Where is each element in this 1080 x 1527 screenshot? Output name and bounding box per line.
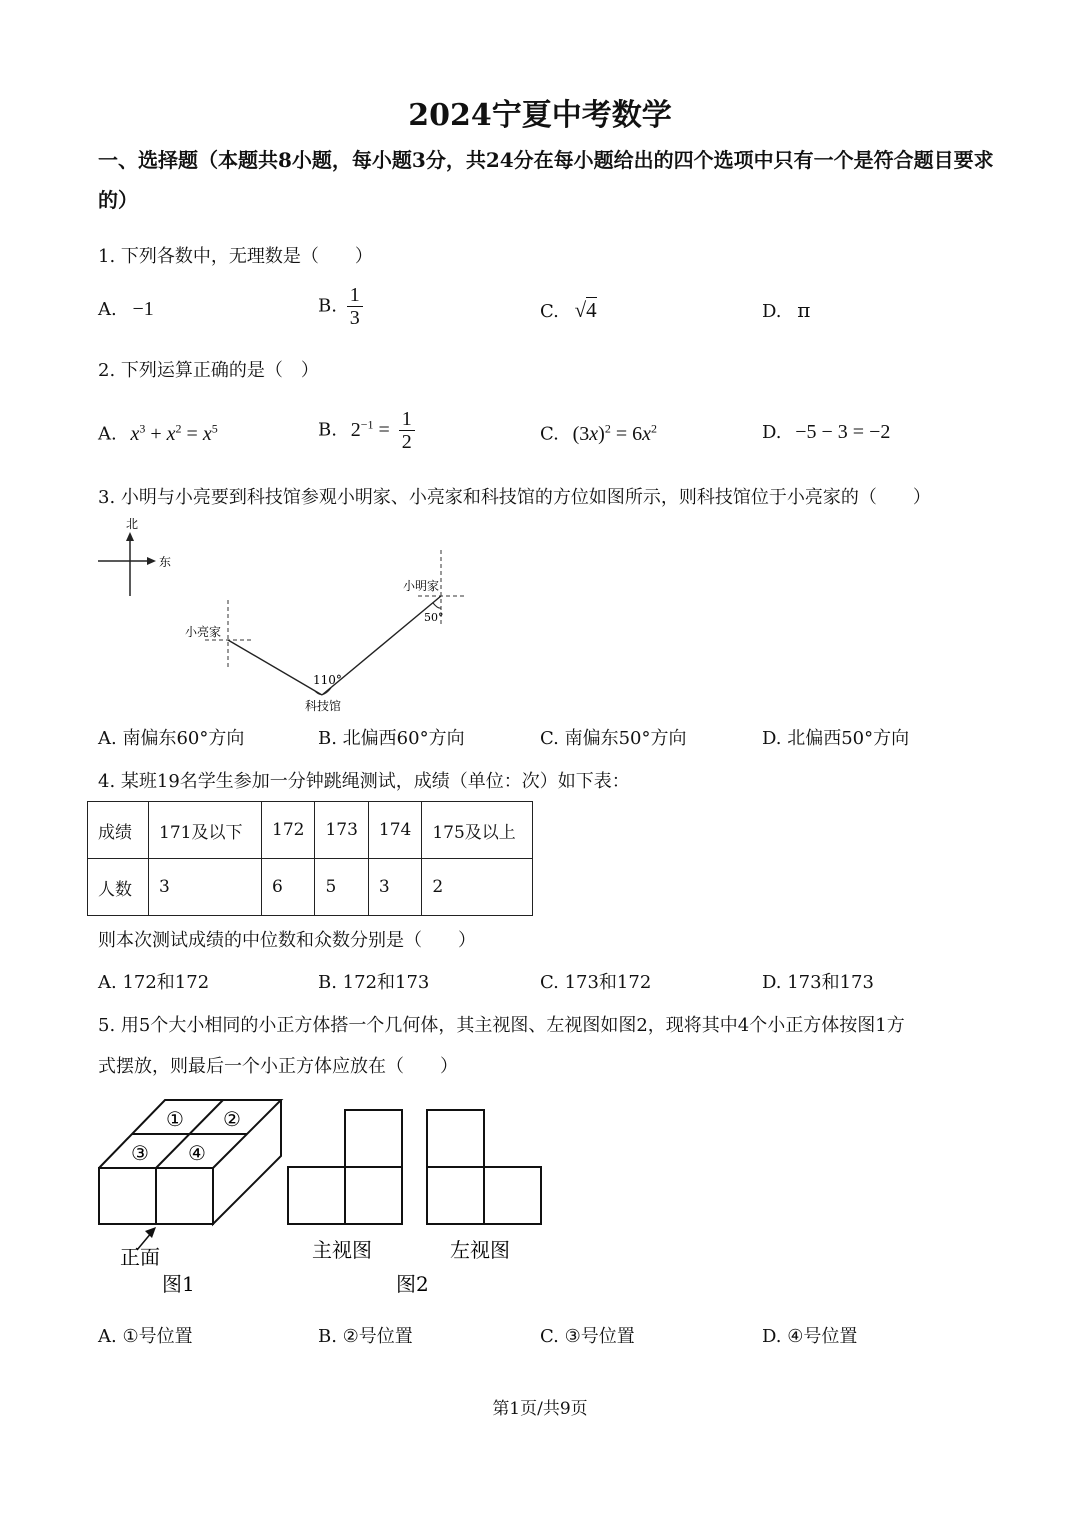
q1-c-label: C. (540, 301, 559, 322)
table-row (88, 859, 533, 916)
xiaoming-angle-arc (433, 603, 441, 608)
q1-option-c[interactable] (540, 298, 597, 323)
compass-east-arrow (147, 557, 156, 565)
left-view-label: 左视图 (450, 1238, 510, 1262)
q4-option-c[interactable]: C. 173和172 (540, 972, 652, 993)
table-cell: 171及以下 (149, 802, 262, 859)
q1-b-label: B. (318, 295, 337, 317)
q2-a-e2: 2 (175, 421, 182, 435)
fig1-pos3: ③ (131, 1141, 149, 1165)
table-cell: 6 (262, 859, 315, 916)
q1-stem: 1. 下列各数中，无理数是（ ） (98, 246, 373, 267)
fig1-front-right (156, 1168, 213, 1224)
q2-c-label: C. (540, 423, 559, 445)
front-arrow-head (145, 1227, 156, 1238)
q2-c-var2: x (642, 422, 651, 445)
q2-c-close: ) (598, 422, 605, 445)
q3-option-b[interactable]: B. 北偏西60°方向 (318, 728, 465, 749)
table-cell: 3 (149, 859, 262, 916)
q3-option-a[interactable]: A. 南偏东60°方向 (98, 728, 245, 749)
table-cell: 3 (368, 859, 421, 916)
q3-direction-diagram (0, 510, 520, 720)
q2-option-d[interactable] (762, 421, 890, 444)
q4-stem: 4. 某班19名学生参加一分钟跳绳测试，成绩（单位：次）如下表： (98, 771, 630, 792)
q2-stem: 2. 下列运算正确的是（ ） (98, 360, 319, 381)
main-view-top (345, 1110, 402, 1167)
q2-a-x3: x (202, 422, 212, 445)
q3-stem: 3. 小明与小亮要到科技馆参观小明家、小亮家和科技馆的方位如图所示，则科技馆位于小亮家的（ ） (98, 487, 931, 508)
compass-east-label: 东 (159, 555, 172, 569)
q2-a-expr (130, 423, 217, 445)
fig1-label: 图1 (162, 1272, 195, 1296)
q2-b-eq: = (373, 418, 395, 441)
q1-option-d[interactable] (762, 298, 810, 322)
xiaoming-label: 小明家 (403, 579, 440, 593)
q2-c-exp2: 2 (651, 421, 657, 435)
fig1-pos2: ② (223, 1107, 241, 1131)
q1-c-radicand: 4 (586, 298, 597, 322)
q5-option-a[interactable]: A. ①号位置 (98, 1326, 193, 1347)
q5-stem-line1: 5. 用5个大小相同的小正方体搭一个几何体，其主视图、左视图如图2，现将其中4个小正方体按图1方 (98, 1015, 905, 1036)
q4-option-a[interactable]: A. 172和172 (98, 972, 210, 993)
table-cell: 人数 (88, 859, 149, 916)
left-view-top (427, 1110, 484, 1167)
q4-option-b[interactable]: B. 172和173 (318, 972, 430, 993)
section-heading: 一、选择题（本题共8小题，每小题3分，共24分在每小题给出的四个选项中只有一个是符合题目要求的） (98, 148, 994, 212)
table-cell: 172 (262, 802, 315, 859)
museum-label: 科技馆 (305, 699, 342, 713)
q1-a-value: −1 (132, 298, 154, 320)
q2-c-var: x (589, 422, 599, 445)
q2-a-x2: x (166, 422, 176, 445)
q2-a-e3: 5 (211, 421, 218, 435)
q1-a-label: A. (98, 299, 117, 320)
q2-b-base: 2 (350, 418, 361, 441)
table-cell: 175及以上 (422, 802, 533, 859)
table-cell: 5 (315, 859, 368, 916)
q5-stem-line2: 式摆放，则最后一个小正方体应放在（ ） (98, 1056, 458, 1077)
q2-c-exp: 2 (604, 421, 611, 435)
q2-b-expr (350, 416, 395, 441)
q2-b-num: 1 (399, 408, 415, 431)
q4-followup: 则本次测试成绩的中位数和众数分别是（ ） (98, 930, 476, 951)
table-cell: 174 (368, 802, 421, 859)
q2-option-c[interactable] (540, 421, 657, 446)
path-xiaoliang-museum (228, 640, 322, 695)
q1-b-num: 1 (347, 284, 363, 307)
page-footer: 第1页/共9页 (492, 1399, 588, 1419)
fig1-pos1: ① (166, 1107, 184, 1131)
fig2-label: 图2 (396, 1272, 429, 1296)
q2-a-plus: + (145, 422, 167, 445)
left-view-bottom-left (427, 1167, 484, 1224)
q2-c-expr (573, 423, 657, 445)
fig1-front-left (99, 1168, 156, 1224)
q5-option-d[interactable]: D. ④号位置 (762, 1326, 858, 1347)
main-view-bottom-right (345, 1167, 402, 1224)
q1-c-sqrt: √4 (574, 298, 597, 322)
main-view-label: 主视图 (312, 1238, 372, 1262)
compass-north-arrow (126, 532, 134, 541)
q2-a-x1: x (130, 422, 140, 445)
q1-b-fraction (347, 284, 363, 329)
q2-a-label: A. (98, 423, 117, 445)
table-cell: 成绩 (88, 802, 149, 859)
q2-b-den: 2 (401, 431, 412, 453)
q1-b-den: 3 (349, 307, 360, 329)
main-view (288, 1110, 402, 1224)
left-view-bottom-right (484, 1167, 541, 1224)
q1-option-b[interactable] (318, 284, 367, 329)
q2-a-eq: = (181, 422, 203, 445)
table-cell: 2 (422, 859, 533, 916)
q2-a-e1: 3 (139, 421, 146, 435)
q4-score-table (87, 801, 533, 916)
q3-option-c[interactable]: C. 南偏东50°方向 (540, 728, 687, 749)
museum-angle-label: 110° (313, 673, 342, 687)
xiaoming-angle-label: 50° (424, 611, 444, 624)
q3-option-d[interactable]: D. 北偏西50°方向 (762, 728, 910, 749)
q2-b-fraction (399, 408, 415, 453)
q2-option-a[interactable] (98, 421, 218, 446)
q2-option-b[interactable] (318, 408, 419, 453)
q1-d-value: π (797, 298, 811, 322)
compass-north-label: 北 (126, 517, 139, 531)
table-row (88, 802, 533, 859)
xiaoliang-label: 小亮家 (185, 625, 222, 639)
q5-option-c[interactable]: C. ③号位置 (540, 1326, 635, 1347)
q2-b-label: B. (318, 419, 337, 441)
left-view (427, 1110, 541, 1224)
q2-c-eq: = 6 (610, 422, 643, 445)
q5-option-b[interactable]: B. ②号位置 (318, 1326, 413, 1347)
q2-d-label: D. (762, 422, 782, 443)
main-view-bottom-left (288, 1167, 345, 1224)
table-cell: 173 (315, 802, 368, 859)
fig1-pos4: ④ (188, 1141, 206, 1165)
q2-d-expr: −5 − 3 = −2 (795, 421, 891, 443)
front-label: 正面 (120, 1245, 160, 1269)
q1-d-label: D. (762, 301, 782, 322)
page-title: 2024宁夏中考数学 (408, 98, 672, 133)
q1-option-a[interactable] (98, 298, 154, 321)
q2-b-exp: −1 (360, 416, 374, 431)
q2-c-left: (3 (572, 422, 590, 445)
q5-figures (0, 1090, 560, 1300)
q4-option-d[interactable]: D. 173和173 (762, 972, 874, 993)
